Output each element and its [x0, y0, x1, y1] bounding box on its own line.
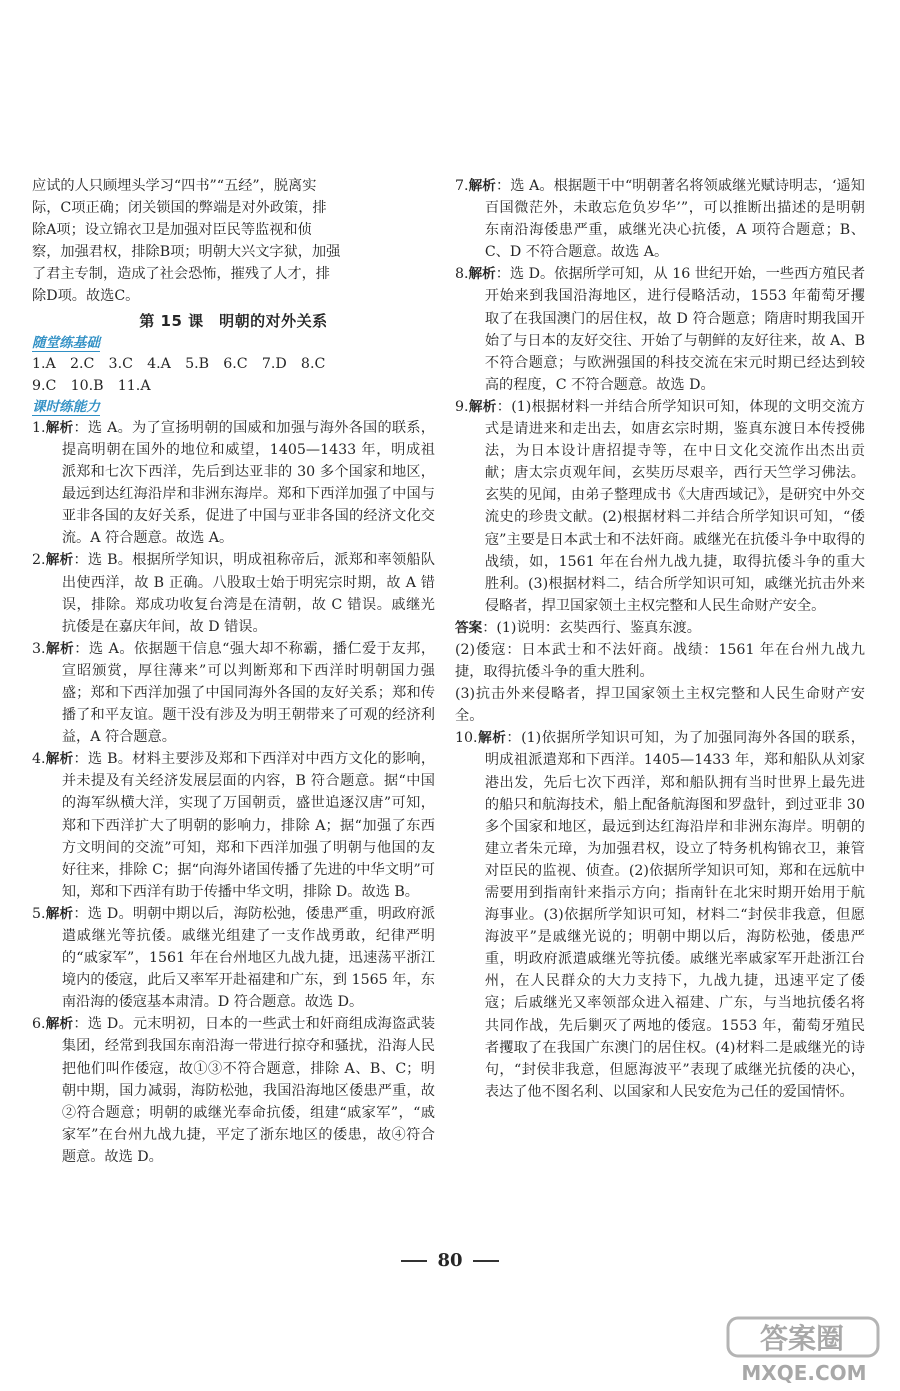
analysis-tag: 解析 [468, 398, 497, 415]
text-line: 察，加强君权，排除B项；明朝大兴文字狱，加强 [32, 244, 341, 261]
analysis-text: ：(1)根据材料一并结合所学知识可知，体现的文明交流方式是请进来和走出去，如唐玄宗时期，鉴真东渡日本传授佛法，为日本设计唐招提寺等，在中日文化交流作出杰出贡献；唐太宗贞观年间，玄奘历尽艰辛，西行天竺学习佛法。玄奘的见闻，由弟子整理成书《大唐西域记》，是研究中外交流史的珍贵文献。(2)根据材料二并结合所学知识可知，“倭寇”主要是日本武士和不法奸商。戚继光在抗倭斗争中取得的战绩，如，1561 年在台州九战九捷，取得抗倭斗争的重大胜利。(3)根据材料二，结合所学知识可知，戚继光抗击外来侵略者，捍卫国家领土主权完整和人民生命财产安全。 [484, 398, 865, 614]
page-number [0, 1250, 900, 1271]
question-item [32, 417, 435, 550]
section-heading-ability [32, 397, 435, 417]
question-item [455, 727, 865, 1103]
analysis-tag: 解析 [45, 640, 75, 657]
question-number: 9. [455, 398, 469, 415]
answer-block [455, 617, 865, 727]
right-column [455, 175, 865, 1103]
question-number: 8. [455, 266, 469, 283]
question-item [32, 549, 435, 637]
text-line: 应试的人只顾埋头学习“四书”“五经”，脱离实 [32, 178, 317, 194]
lesson-title: 第 15 课 明朝的对外关系 [139, 311, 328, 330]
answer-line: (2)倭寇：日本武士和不法奸商。战绩：1561 年在台州九战九捷，取得抗倭斗争的重大胜利。 [455, 641, 865, 681]
analysis-text: ：选 B。根据所学知识，明成祖称帝后，派郑和率领船队出使西洋，故 B 正确。八股取士始于明宪宗时期，故 A 错误，排除。郑成功收复台湾是在清朝，故 C 错误。戚继光抗倭是在嘉庆年间，故 D 错误。 [61, 552, 436, 635]
watermark-text-url: MXQE.COM [741, 1361, 867, 1385]
page-number-value: 80 [437, 1250, 463, 1271]
question-number: 1. [32, 419, 46, 436]
question-number: 2. [32, 552, 46, 569]
left-column [32, 175, 435, 1168]
analysis-tag: 解析 [45, 751, 74, 768]
text-line: 除A项；设立锦衣卫是加强对臣民等监视和侦 [32, 222, 312, 239]
question-item [455, 396, 865, 617]
analysis-text: ：选 D。元末明初，日本的一些武士和奸商组成海盗武装集团，经常到我国东南沿海一带进行掠夺和骚扰，沿海人民把他们叫作倭寇，故①③不符合题意，排除 A、B、C；明朝中期，国力减弱，海防松弛，我国沿海地区倭患严重，故②符合题意；明朝的戚继光奉命抗倭，组建“戚家军”，“戚家军”在台州九战九捷，平定了浙东地区的倭患，故④符合题意。故选 D。 [61, 1016, 436, 1165]
question-number: 5. [32, 905, 46, 922]
question-item [455, 175, 865, 263]
answer-line [455, 617, 865, 639]
analysis-tag: 解析 [45, 1016, 74, 1033]
answer-key-line: 1.A 2.C 3.C 4.A 5.B 6.C 7.D 8.C [32, 355, 326, 372]
watermark-graphic [722, 1312, 892, 1387]
answer-tag: 答案 [455, 619, 483, 636]
analysis-text: ：选 D。依据所学可知，从 16 世纪开始，一些西方殖民者开始来到我国沿海地区，进行侵略活动，1553 年葡萄牙攫取了在我国澳门的居住权，故 D 符合题意；隋唐时期我国开始了与日本的友好交往、开始了与朝鲜的友好往来，故 A、B 不符合题意；与欧洲强国的科技交流在宋元时期已经达到较高的程度，C 不符合题意。故选 D。 [484, 266, 866, 393]
analysis-tag: 解析 [468, 178, 496, 194]
analysis-tag: 解析 [477, 730, 507, 747]
watermark-logo [722, 1312, 892, 1387]
question-number: 7. [455, 178, 469, 194]
analysis-tag: 解析 [468, 266, 496, 283]
question-number: 3. [32, 640, 46, 657]
analysis-tag: 解析 [45, 905, 74, 922]
question-item [32, 638, 435, 748]
answer-text: ：(1)说明：玄奘西行、鉴真东渡。 [482, 619, 701, 636]
analysis-tag: 解析 [45, 419, 74, 436]
question-item [32, 903, 435, 1013]
question-number: 4. [32, 751, 46, 768]
watermark-text-cn: 答案圈 [759, 1322, 845, 1355]
question-item [455, 263, 865, 396]
analysis-text: ：(1)依据所学知识可知，为了加强同海外各国的联系，明成祖派遣郑和下西洋。1405—1433 年，郑和船队从刘家港出发，先后七次下西洋，郑和船队拥有当时世界上最先进的船只和航海技术，船上配备航海图和罗盘针，到过亚非 30 多个国家和地区，最远到达红海沿岸和非洲东海岸。明朝的建立者朱元璋，为加强君权，设立了特务机构锦衣卫，兼管对臣民的监视、侦查。(2)依据所学知识可知，郑和在远航中需要用到指南针来指示方向；指南针在北宋时期开始用于航海事业。(3)依据所学知识可知，材料二“封侯非我意，但愿海波平”是戚继光说的；明朝中期以后，海防松弛，倭患严重，明政府派遣戚继光等抗倭。戚继光率戚家军开赴浙江台州，在人民群众的大力支持下，九战九捷，迅速平定了倭寇；后戚继光又率领部众进入福建、广东，与当地抗倭名将共同作战，先后剿灭了两地的倭寇。1553 年，葡萄牙殖民者攫取了在我国广东澳门的居住权。(4)材料二是戚继光的诗句，“封侯非我意，但愿海波平”表现了戚继光抗倭的决心，表达了他不图名利、以国家和人民安危为己任的爱国情怀。 [484, 730, 865, 1100]
text-line: 除D项。故选C。 [32, 288, 140, 305]
analysis-text: ：选 A。为了宣扬明朝的国威和加强与海外各国的联系，提高明朝在国外的地位和威望，1405—1433 年，明成祖派郑和七次下西洋，先后到达亚非的 30 多个国家和地区，最远到达红海沿岸和非洲东海岸。郑和下西洋加强了中国与亚非各国的友好关系，促进了中国与亚非各国的经济文化交流。A 符合题意。故选 A。 [61, 419, 435, 547]
page-number-dash [473, 1260, 499, 1262]
answer-line: (3)抗击外来侵略者，捍卫国家领土主权完整和人民生命财产安全。 [455, 686, 865, 725]
intro-paragraph [32, 175, 435, 308]
section-heading-practice [32, 333, 435, 353]
text-line: 了君主专制，造成了社会恐怖，摧残了人才，排 [32, 266, 330, 283]
text-line: 际，C项正确；闭关锁国的弊端是对外政策，排 [32, 200, 327, 217]
analysis-text: ：选 D。明朝中期以后，海防松弛，倭患严重，明政府派遣戚继光等抗倭。戚继光组建了一支作战勇敢，纪律严明的“戚家军”，1561 年在台州地区九战九捷，迅速荡平浙江境内的倭寇，此后又率军开赴福建和广东，到 1565 年，东南沿海的倭寇基本肃清。D 符合题意。故选 D。 [61, 905, 436, 1011]
answer-key [32, 353, 435, 397]
analysis-text: ：选 B。材料主要涉及郑和下西洋对中西方文化的影响，并未提及有关经济发展层面的内容，B 符合题意。据“中国的海军纵横大洋，实现了万国朝贡，盛世追逐汉唐”可知，郑和下西洋扩大了明朝的影响力，排除 A；据“加强了东西方文明间的交流”可知，郑和下西洋加强了明朝与他国的友好往来，排除 C；据“向海外诸国传播了先进的中华文明”可知，郑和下西洋有助于传播中华文明，排除 D。故选 B。 [61, 751, 436, 900]
analysis-text: ：选 A。根据题干中“明朝著名将领戚继光赋诗明志，‘遥知百国微茫外，未敢忘危负岁华’”，可以推断出描述的是明朝东南沿海倭患严重，戚继光决心抗倭，A 项符合题意；B、C、D 不符合题意。故选 A。 [484, 178, 865, 261]
analysis-tag: 解析 [45, 552, 74, 569]
question-item [32, 748, 435, 903]
question-number: 6. [32, 1016, 46, 1033]
page-number-dash [401, 1260, 427, 1262]
question-item [32, 1013, 435, 1168]
section-heading-text: 课时练能力 [32, 398, 100, 415]
section-heading-text: 随堂练基础 [32, 334, 100, 351]
answer-key-line: 9.C 10.B 11.A [32, 377, 151, 394]
analysis-text: ：选 A。依据题干信息“强大却不称霸，播仁爱于友邦，宣昭颁赏，厚往薄来”可以判断郑和下西洋时明朝国力强盛；郑和下西洋加强了中国同海外各国的友好关系；郑和传播了和平友谊。题干没有涉及为明王朝带来了可观的经济利益，A 符合题意。 [61, 640, 436, 746]
question-number: 10. [455, 730, 478, 747]
